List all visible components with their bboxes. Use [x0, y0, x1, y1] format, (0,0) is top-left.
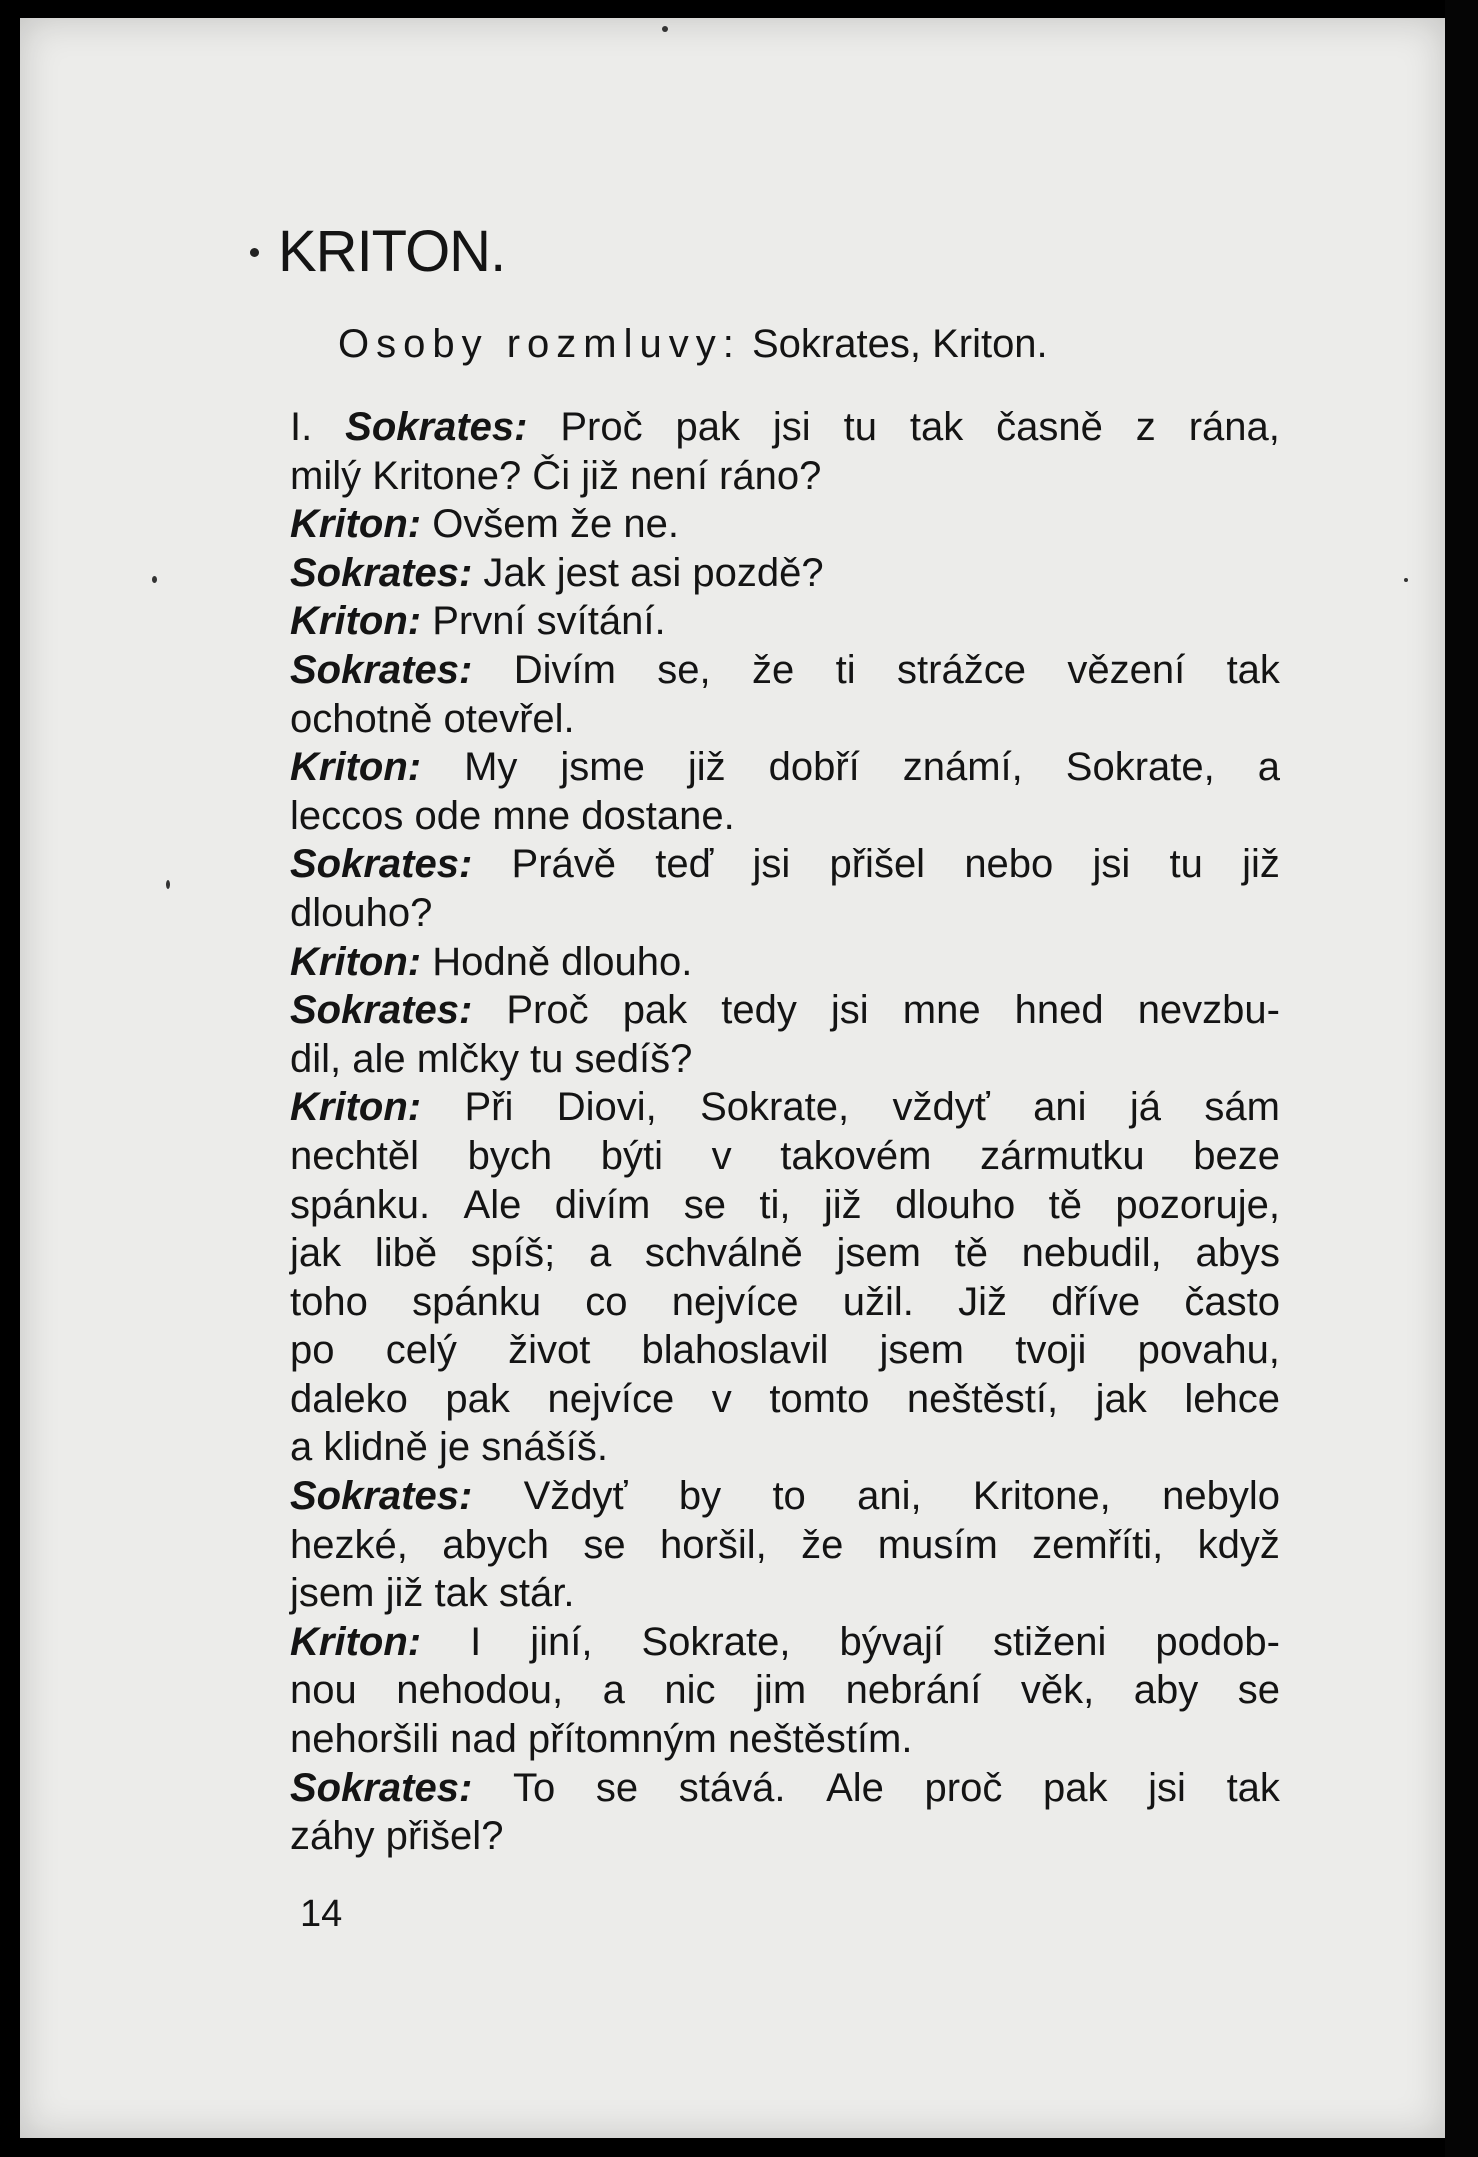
scan-edge: [1445, 0, 1478, 2157]
text-line: a klidně je snášíš.: [290, 1425, 608, 1470]
text-line: Sokrates: Vždyť by to ani, Kritone, nebylo: [290, 1472, 1280, 1521]
text-line: záhy přišel?: [290, 1814, 504, 1859]
text-line: hezké, abych se horšil, že musím zemříti, když: [290, 1522, 1280, 1567]
dialogue-text: [290, 403, 1280, 1861]
title-bullet: [250, 248, 259, 257]
text-line: nehoršili nad přítomným neštěstím.: [290, 1717, 913, 1762]
dust-speck: [166, 880, 170, 889]
speaker-name: Kriton:: [290, 1619, 422, 1664]
text-line: daleko pak nejvíce v tomto neštěstí, jak lehce: [290, 1376, 1280, 1421]
text-line: Sokrates: Jak jest asi pozdě?: [290, 549, 1280, 598]
text-line: Sokrates: Proč pak tedy jsi mne hned nevzbu-: [290, 986, 1280, 1035]
text-line: Sokrates: Právě teď jsi přišel nebo jsi tu již: [290, 840, 1280, 889]
persons-label: Osoby rozmluvy:: [338, 322, 741, 366]
dramatis-personae: [338, 322, 1048, 367]
text-line: milý Kritone? Či již není ráno?: [290, 453, 822, 498]
chapter-title: KRITON.: [278, 219, 506, 284]
speaker-name: Kriton:: [290, 1085, 422, 1130]
text-line: Kriton: Hodně dlouho.: [290, 938, 1280, 987]
speaker-name: Sokrates:: [290, 988, 473, 1033]
text-line: spánku. Ale divím se ti, již dlouho tě pozoruje,: [290, 1182, 1280, 1227]
text-line: po celý život blahoslavil jsem tvoji povahu,: [290, 1328, 1280, 1373]
speaker-name: Kriton:: [290, 599, 422, 644]
text-line: nechtěl bych býti v takovém zármutku beze: [290, 1133, 1280, 1178]
speaker-name: Kriton:: [290, 939, 422, 984]
persons-list: Sokrates, Kriton.: [751, 322, 1048, 366]
page-number: 14: [300, 1893, 343, 1935]
text-line: ochotně otevřel.: [290, 696, 575, 741]
text-line: Sokrates: Divím se, že ti strážce vězení tak: [290, 646, 1280, 695]
speaker-name: Sokrates:: [345, 405, 528, 449]
text-line: leccos ode mne dostane.: [290, 793, 735, 838]
text-line: jsem již tak stár.: [290, 1571, 575, 1616]
text-line: dil, ale mlčky tu sedíš?: [290, 1036, 693, 1081]
speaker-name: Sokrates:: [290, 647, 473, 692]
text-line: Kriton: My jsme již dobří známí, Sokrate, a: [290, 743, 1280, 792]
text-line: Kriton: První svítání.: [290, 597, 1280, 646]
text-line: dlouho?: [290, 890, 433, 935]
dust-speck: [152, 576, 157, 583]
text-line: Kriton: Při Diovi, Sokrate, vždyť ani já sám: [290, 1083, 1280, 1132]
speaker-name: Sokrates:: [290, 1474, 473, 1519]
dust-speck: [1404, 578, 1408, 582]
text-line: toho spánku co nejvíce užil. Již dříve často: [290, 1279, 1280, 1324]
speaker-name: Sokrates:: [290, 842, 473, 887]
text-line: Sokrates: To se stává. Ale proč pak jsi tak: [290, 1764, 1280, 1813]
text-line: I. Sokrates: Proč pak jsi tu tak časně z rána,: [290, 403, 1280, 452]
speaker-name: Sokrates:: [290, 550, 473, 595]
speaker-name: Kriton:: [290, 502, 422, 547]
text-line: Kriton: Ovšem že ne.: [290, 500, 1280, 549]
speaker-name: Sokrates:: [290, 1765, 473, 1810]
text-line: jak libě spíš; a schválně jsem tě nebudil, abys: [290, 1231, 1280, 1276]
text-line: Kriton: I jiní, Sokrate, bývají stiženi podob-: [290, 1618, 1280, 1667]
book-page: [20, 18, 1445, 2138]
dust-speck: [662, 26, 668, 32]
text-line: nou nehodou, a nic jim nebrání věk, aby se: [290, 1668, 1280, 1713]
speaker-name: Kriton:: [290, 745, 422, 790]
